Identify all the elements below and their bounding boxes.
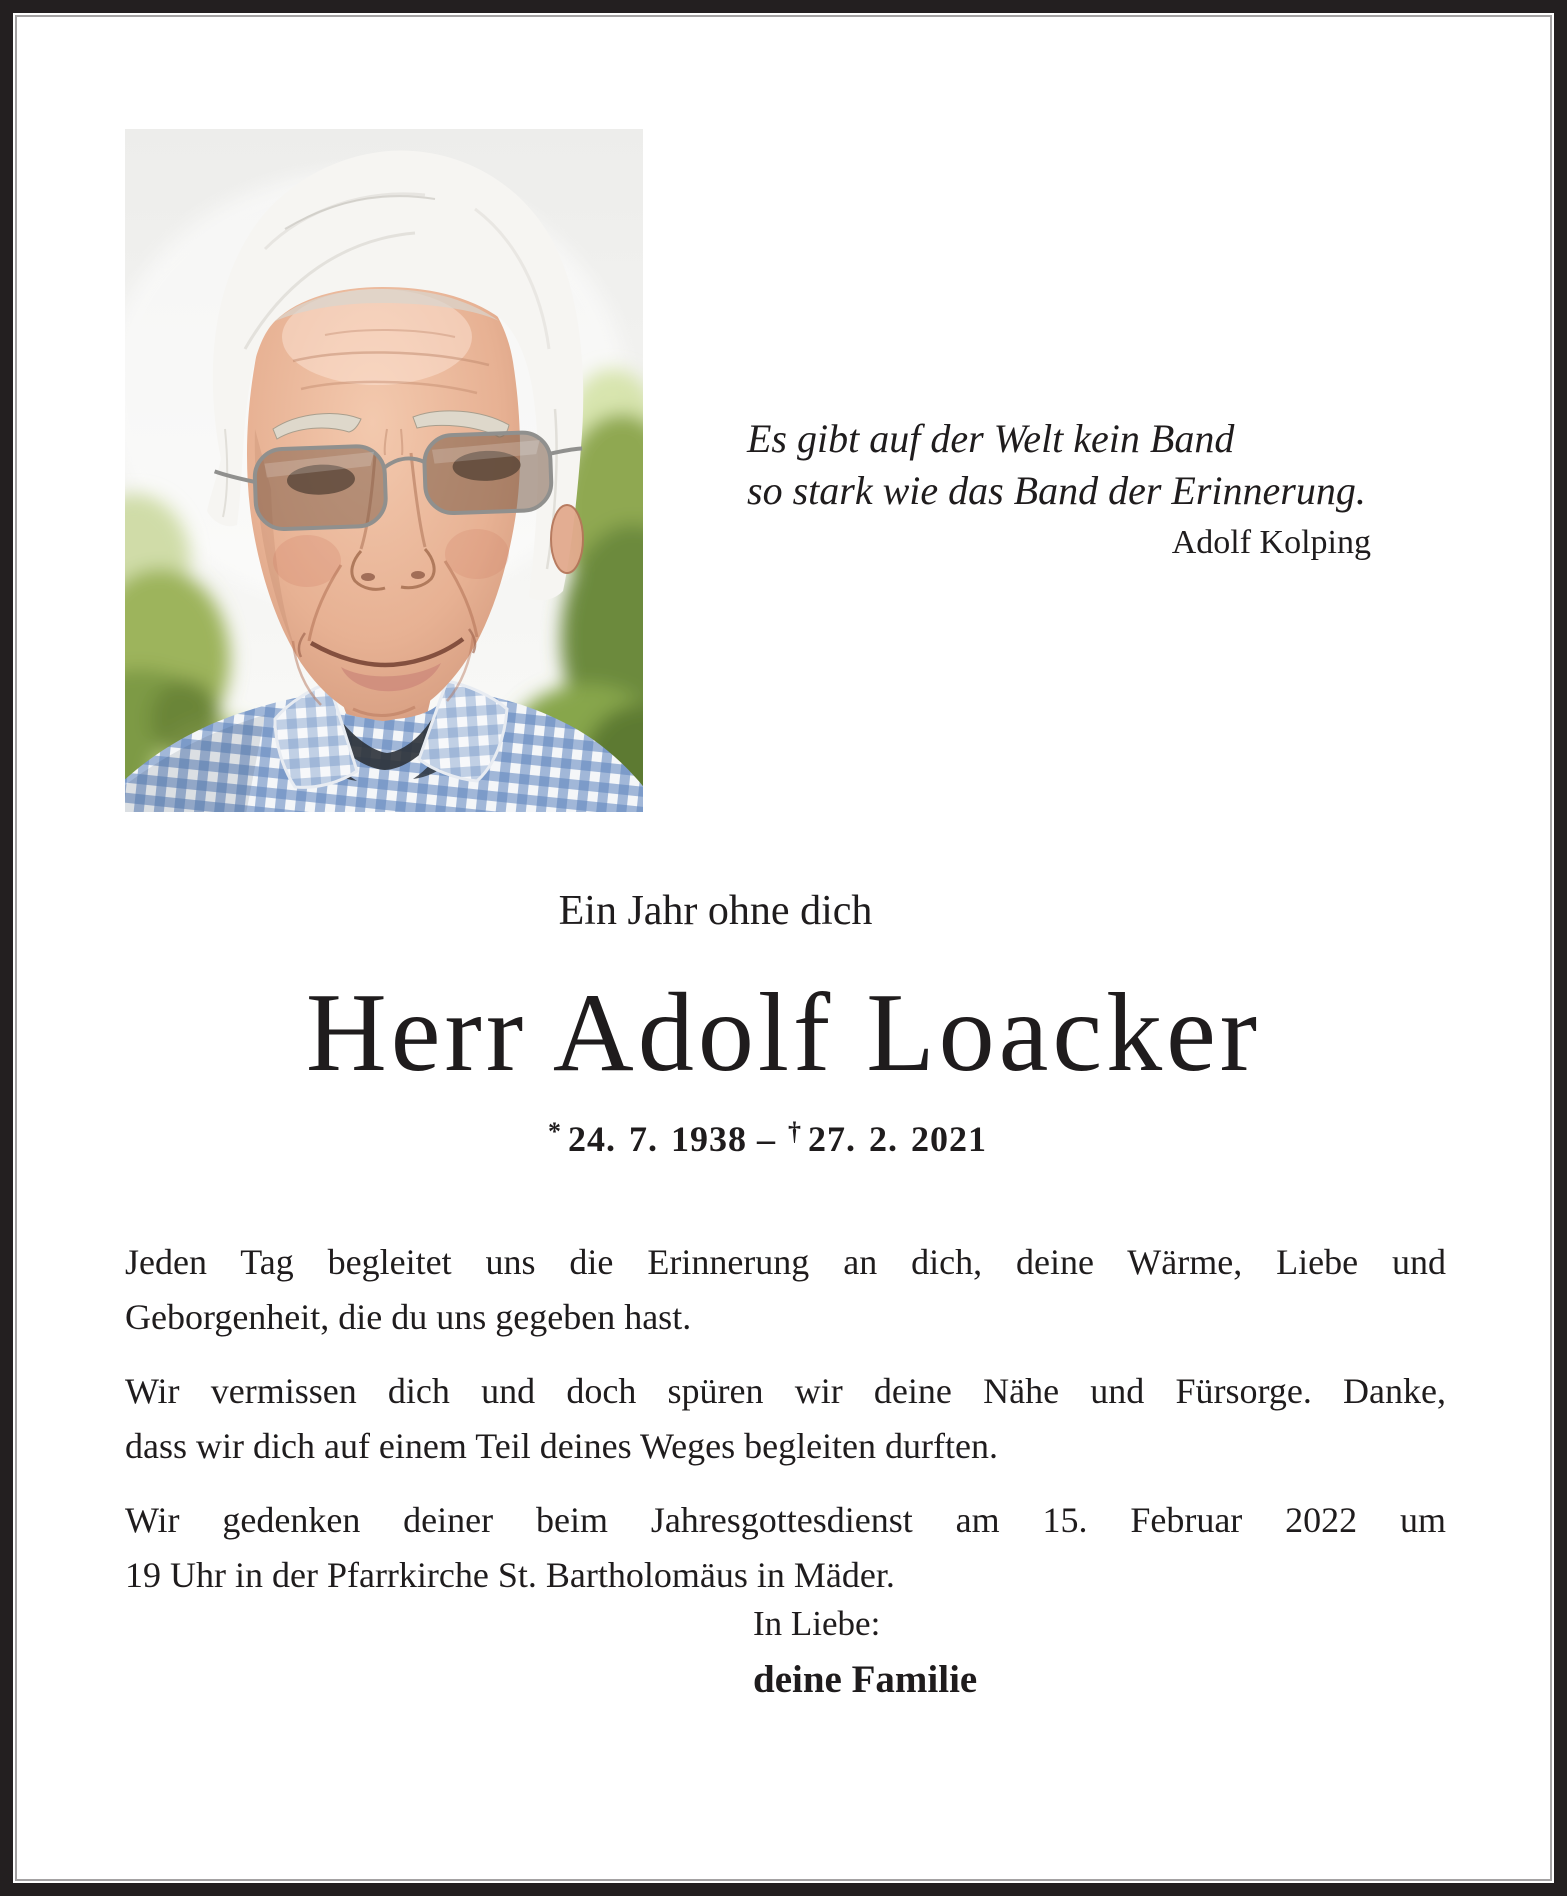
life-dates <box>0 1117 1538 1160</box>
paragraph-2-line-1: Wir vermissen dich und doch spüren wir deine Nähe und Fürsorge. Danke, <box>125 1371 1446 1411</box>
portrait-photo <box>125 129 643 812</box>
ear <box>551 505 583 573</box>
paragraph-2-line-2: dass wir dich auf einem Teil deines Weges begleiten durften. <box>125 1426 998 1466</box>
death-date: 27. 2. 2021 <box>807 1118 987 1159</box>
paragraph-1 <box>125 1235 1446 1345</box>
quote-attribution: Adolf Kolping <box>1171 524 1371 561</box>
paragraph-1-line-1: Jeden Tag begleitet uns die Erinnerung an dich, deine Wärme, Liebe und <box>125 1242 1446 1282</box>
birth-date: 24. 7. 1938 <box>568 1118 747 1159</box>
paragraph-3-line-2: 19 Uhr in der Pfarrkirche St. Bartholomäus in Mäder. <box>125 1555 895 1595</box>
paragraph-2 <box>125 1364 1446 1474</box>
quote-line-1: Es gibt auf der Welt kein Band <box>747 416 1235 461</box>
memorial-text <box>125 1235 1446 1622</box>
quote-line-2: so stark wie das Band der Erinnerung. <box>747 468 1366 513</box>
deceased-name: Herr Adolf Loacker <box>305 971 1262 1095</box>
paragraph-3-line-1: Wir gedenken deiner beim Jahresgottesdienst am 15. Februar 2022 um <box>125 1500 1446 1540</box>
birth-symbol: * <box>548 1117 562 1146</box>
death-symbol: † <box>788 1117 802 1146</box>
dates-separator: – <box>757 1118 776 1159</box>
closing-block <box>753 1603 977 1703</box>
quote-block <box>747 413 1453 563</box>
closing-signature: deine Familie <box>753 1658 978 1701</box>
paragraph-1-line-2: Geborgenheit, die du uns gegeben hast. <box>125 1297 692 1337</box>
closing-lead: In Liebe: <box>753 1604 881 1643</box>
portrait-illustration <box>125 129 643 812</box>
memorial-intro: Ein Jahr ohne dich <box>558 888 873 934</box>
paragraph-3 <box>125 1493 1446 1603</box>
